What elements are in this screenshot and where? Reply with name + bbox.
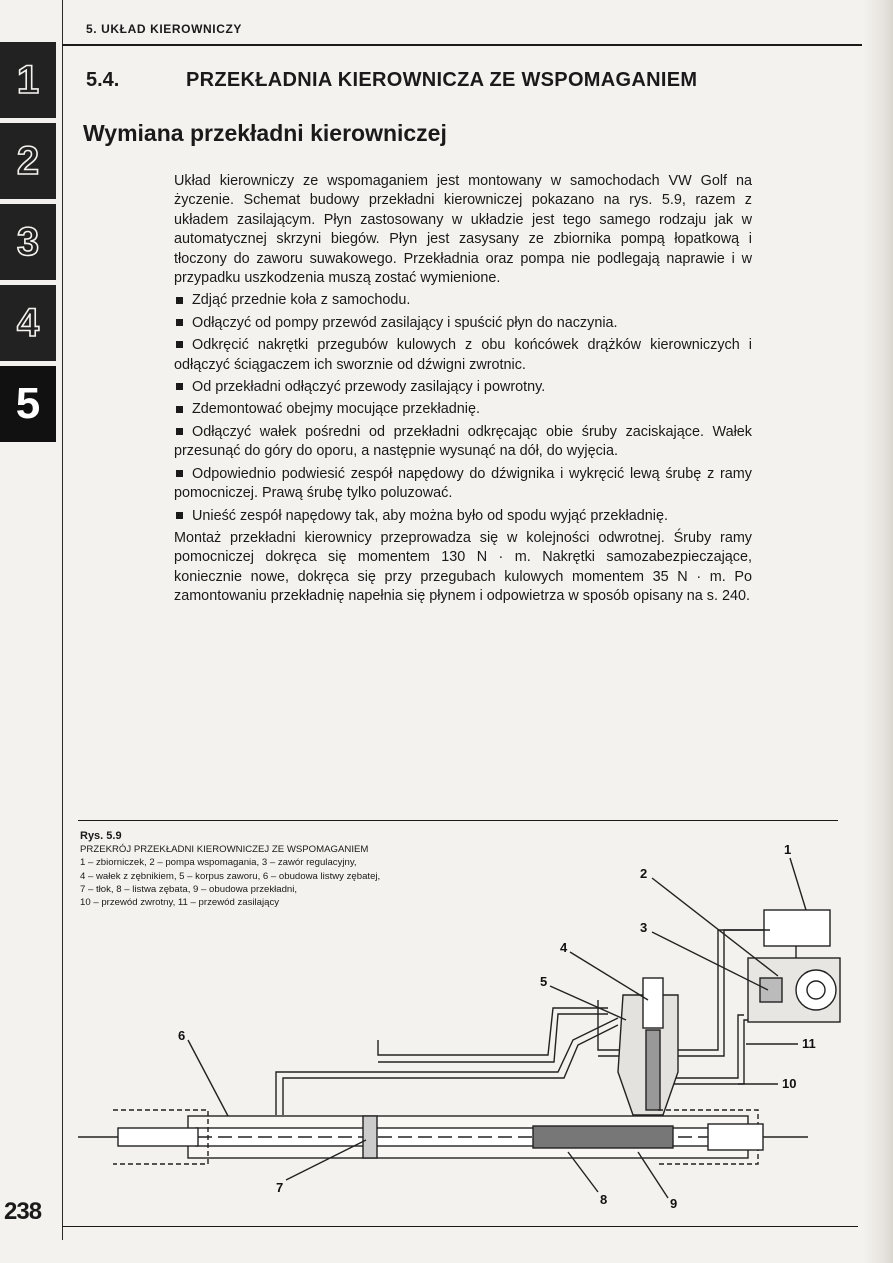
callout-10: 10: [782, 1076, 797, 1091]
figure-caption: [80, 830, 500, 909]
margin-line: [62, 0, 63, 1240]
figure-label: Rys. 5.9: [80, 830, 122, 842]
scan-edge-shadow: [863, 0, 893, 1263]
figure-legend-line: 4 – wałek z zębnikiem, 5 – korpus zaworu, 6 – obudowa listwy zębatej,: [80, 870, 381, 882]
step-item: Od przekładni odłączyć przewody zasilający i powrotny.: [174, 378, 752, 397]
footer-rule: [62, 1226, 858, 1227]
section-title: PRZEKŁADNIA KIEROWNICZA ZE WSPOMAGANIEM: [186, 69, 698, 91]
tab-chapter-3[interactable]: 3: [0, 204, 56, 280]
step-item: Zdjąć przednie koła z samochodu.: [174, 291, 752, 310]
tab-chapter-1[interactable]: 1: [0, 42, 56, 118]
callout-2: 2: [640, 866, 648, 881]
bullet-icon: [176, 341, 183, 348]
figure-legend-line: 10 – przewód zwrotny, 11 – przewód zasilający: [80, 897, 280, 909]
bullet-icon: [176, 406, 183, 413]
intro-paragraph: Układ kierowniczy ze wspomaganiem jest montowany w samochodach VW Golf na życzenie. Schemat budowy przekładni kierowniczej pokazano na rys. 5.9, razem z układem zasilającym. Płyn zastosowany w układzie jest tego samego rodzaju jak w automatycznej skrzyni biegów. Płyn jest zasysany ze zbiornika pompą łopatkową i tłoczony do zaworu suwakowego. Przekładnia oraz pompa nie podlegają naprawie i w przypadku uszkodzenia muszą zostać wymienione.: [174, 173, 752, 287]
tab-chapter-4[interactable]: 4: [0, 285, 56, 361]
header-rule: [62, 44, 862, 46]
pinion-shaft: [643, 978, 663, 1028]
rack-teeth: [533, 1126, 673, 1148]
bullet-icon: [176, 428, 183, 435]
callout-5: 5: [540, 974, 548, 989]
piston: [363, 1116, 377, 1158]
callout-1: 1: [784, 842, 792, 857]
bullet-icon: [176, 319, 183, 326]
step-item: Unieść zespół napędowy tak, aby można było od spodu wyjąć przekładnię.: [174, 507, 752, 526]
callout-7: 7: [276, 1180, 284, 1195]
step-item: Zdemontować obejmy mocujące przekładnię.: [174, 400, 752, 419]
callout-3: 3: [640, 920, 648, 935]
page-number: 238: [4, 1198, 42, 1225]
section-number: 5.4.: [86, 69, 120, 91]
reservoir-shape: [764, 910, 830, 946]
page-title: Wymiana przekładni kierowniczej: [83, 120, 447, 146]
tab-chapter-5-active[interactable]: 5: [0, 366, 56, 442]
callout-9: 9: [670, 1196, 678, 1211]
callout-4: 4: [560, 940, 568, 955]
pump-rotor: [796, 970, 836, 1010]
figure-legend-line: 7 – tłok, 8 – listwa zębata, 9 – obudowa przekładni,: [80, 883, 298, 895]
tab-chapter-2[interactable]: 2: [0, 123, 56, 199]
assembly-paragraph: Montaż przekładni kierownicy przeprowadza się w kolejności odwrotnej. Śruby ramy pomocniczej dokręca się momentem 130 N · m. Nakrętki samozabezpieczające, koniecznie nowe, dokręca się przy przegubach kulowych momentem 35 N · m. Po zamontowaniu przekładnię napełnia się płynem i odpowietrza w sposób opisany na s. 240.: [174, 529, 752, 605]
callout-6: 6: [178, 1028, 186, 1043]
step-item: Odkręcić nakrętki przegubów kulowych z obu końcówek drążków kierowniczych i odłączyć ściągaczem ich sworznie od dźwigni zwrotnic.: [174, 337, 752, 373]
figure-title: PRZEKRÓJ PRZEKŁADNI KIEROWNICZEJ ZE WSPOMAGANIEM: [80, 844, 369, 856]
body-text: [174, 172, 752, 610]
bullet-icon: [176, 383, 183, 390]
figure-rule: [78, 820, 838, 821]
step-item: Odpowiednio podwiesić zespół napędowy do dźwignika i wykręcić lewą śrubę z ramy pomocniczej. Prawą śrubę tylko poluzować.: [174, 465, 752, 502]
bullet-icon: [176, 470, 183, 477]
figure-legend-line: 1 – zbiorniczek, 2 – pompa wspomagania, 3 – zawór regulacyjny,: [80, 857, 357, 869]
step-item: Odłączyć wałek pośredni od przekładni odkręcając obie śruby zaciskające. Wałek przesunąć do góry do oporu, a następnie wysunąć na dół, do wyjęcia.: [174, 423, 752, 460]
chapter-header: 5. UKŁAD KIEROWNICZY: [86, 22, 242, 36]
step-item: Odłączyć od pompy przewód zasilający i spuścić płyn do naczynia.: [174, 314, 752, 333]
bullet-icon: [176, 297, 183, 304]
bullet-icon: [176, 512, 183, 519]
callout-8: 8: [600, 1192, 608, 1207]
pressure-valve-shape: [760, 978, 782, 1002]
callout-11: 11: [802, 1036, 816, 1051]
